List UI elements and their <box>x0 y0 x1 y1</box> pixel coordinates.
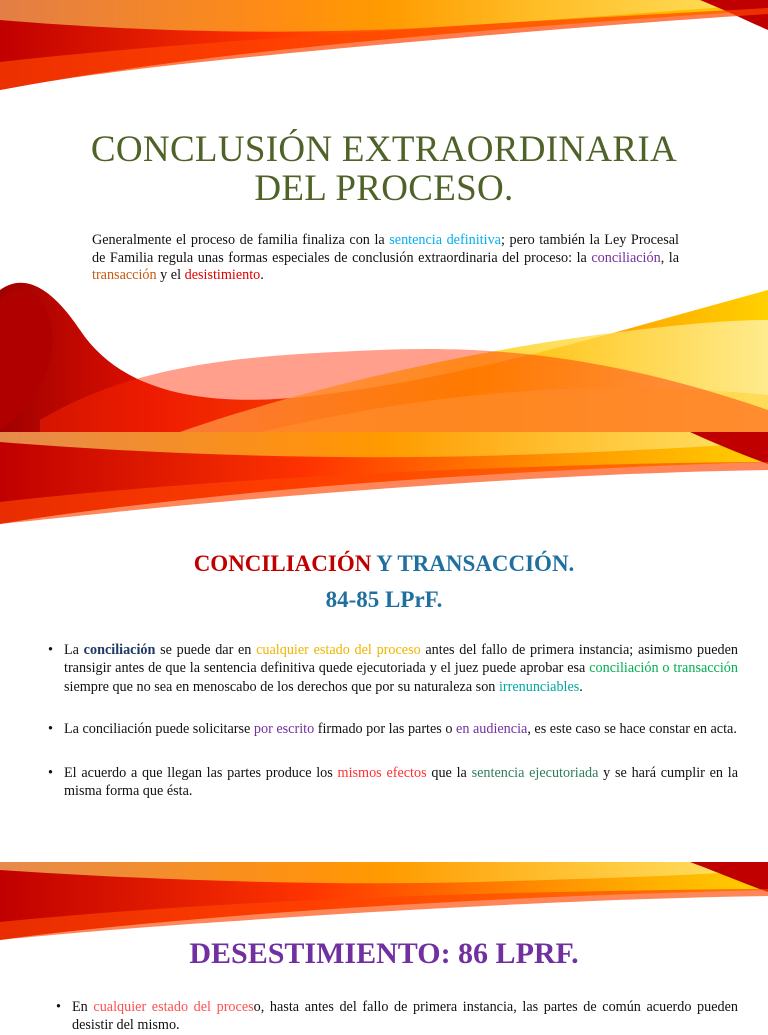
slide-1-title <box>0 130 768 208</box>
bullet-item-2 <box>48 720 738 758</box>
keyword-sentencia-definitiva: sentencia definitiva <box>389 232 501 248</box>
keyword-desistimiento: desistimiento <box>184 267 261 283</box>
keyword-cualquier-estado: cualquier estado del proceso <box>256 642 421 658</box>
keyword-en-audiencia: en audiencia <box>456 721 528 737</box>
paragraph-text: y el <box>156 267 185 283</box>
keyword-mismos-efectos: mismos efectos <box>337 765 427 781</box>
slide-2-title <box>0 546 768 618</box>
bullet-marker: • <box>48 721 53 737</box>
bullet-marker: • <box>56 999 61 1015</box>
bullet-marker: • <box>48 642 53 658</box>
text: antes del fallo de primera instancia; asimismo pueden transigir antes de que la sentencia definitiva quede ejecutoriada y el juez puede aprobar esa <box>64 642 738 677</box>
slide-3 <box>0 862 768 1034</box>
text: El acuerdo a que llegan las partes produce los <box>64 765 338 781</box>
keyword-conciliacion: conciliación <box>591 249 661 266</box>
paragraph-text: , la <box>660 249 679 266</box>
text: y se hará cumplir en la misma forma que ésta. <box>64 765 738 800</box>
slide-1-title-line-1: CONCLUSIÓN EXTRAORDINARIA <box>90 129 678 170</box>
text: . <box>579 678 583 695</box>
bullet-item-3 <box>48 764 738 802</box>
slide-1-title-line-2: DEL PROCESO. <box>254 168 514 209</box>
bullet-text <box>64 720 738 738</box>
slide-2-title-line-2: 84-85 LPrF. <box>325 587 443 612</box>
paragraph-text: ; pero también la Ley Procesal de Familia regula unas formas especiales de conclusión extraordinaria del proceso: la <box>92 232 679 266</box>
keyword-conciliacion-o-transaccion: conciliación o transacción <box>589 660 738 677</box>
swoosh-decoration-top <box>0 432 768 532</box>
slide-2 <box>0 432 768 836</box>
title-transaccion: Y TRANSACCIÓN. <box>371 551 575 576</box>
bullet-item-1 <box>48 641 738 717</box>
text: La conciliación puede solicitarse <box>64 721 254 737</box>
paragraph-text: . <box>260 267 264 283</box>
keyword-irrenunciables: irrenunciables <box>498 678 580 695</box>
swoosh-decoration-top <box>0 862 768 942</box>
bullet-marker: • <box>48 765 53 781</box>
text: , es este caso se hace constar en acta. <box>527 721 737 737</box>
bullet-text <box>64 641 738 696</box>
slide-1 <box>0 0 768 432</box>
text: La <box>64 642 84 658</box>
bullet-text <box>64 764 738 801</box>
keyword-conciliacion: conciliación <box>83 642 156 658</box>
text: En <box>72 999 94 1015</box>
keyword-por-escrito: por escrito <box>253 721 315 737</box>
text: que la <box>426 765 472 781</box>
keyword-cualquier-estado: cualquier estado del proces <box>93 999 254 1015</box>
title-conciliacion: CONCILIACIÓN <box>193 551 372 576</box>
slide-2-title-line-1 <box>0 546 768 582</box>
swoosh-decoration-top <box>0 0 768 432</box>
slide-3-title: DESESTIMIENTO: 86 LPRF. <box>189 937 579 970</box>
text: o, hasta antes del fallo de primera instancia, las partes de común acuerdo pueden desistir del mismo. <box>72 999 739 1034</box>
keyword-transaccion: transacción <box>92 267 157 283</box>
text: siempre que no sea en menoscabo de los derechos que por su naturaleza son <box>64 678 499 695</box>
text: firmado por las partes o <box>314 721 457 737</box>
paragraph-text: Generalmente el proceso de familia finaliza con la <box>92 232 390 248</box>
text: se puede dar en <box>155 642 257 658</box>
bullet-text <box>72 998 738 1035</box>
keyword-sentencia-ejecutoriada: sentencia ejecutoriada <box>471 765 599 781</box>
slide-1-paragraph <box>92 232 679 285</box>
bullet-item-1 <box>56 998 738 1034</box>
